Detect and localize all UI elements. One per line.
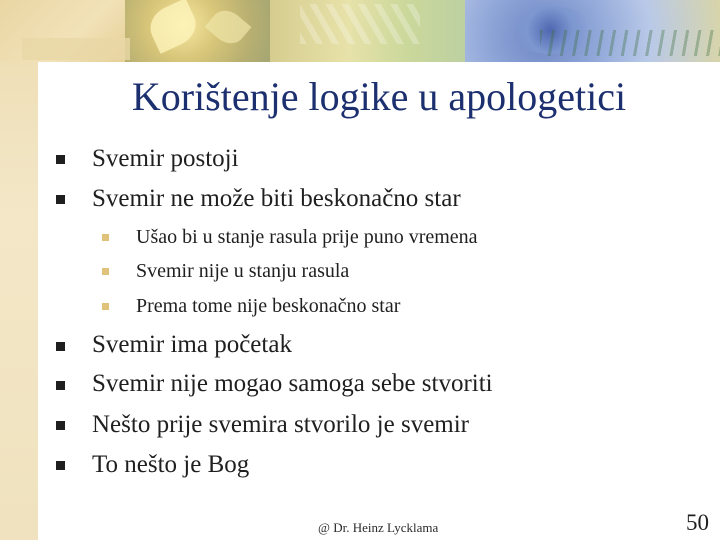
sub-list-item: Prema tome nije beskonačno star (136, 295, 401, 317)
fan-decoration (300, 4, 420, 44)
banner-panel-2 (125, 0, 270, 62)
slide-title: Korištenje logike u apologetici (131, 74, 627, 119)
list-item: Svemir ne može biti beskonačno star (92, 185, 461, 212)
list-item: To nešto je Bog (92, 451, 250, 478)
square-bullet-icon (56, 421, 65, 430)
left-border-decoration (0, 0, 38, 540)
list-item: Svemir ima početak (92, 331, 292, 358)
grass-decoration (540, 30, 720, 56)
list-item: Svemir postoji (92, 145, 239, 172)
square-bullet-icon (56, 155, 65, 164)
square-bullet-icon (56, 461, 65, 470)
list-item: Svemir nije mogao samoga sebe stvoriti (92, 370, 493, 397)
square-bullet-icon (56, 381, 65, 390)
square-bullet-icon (56, 195, 65, 204)
sub-list-item: Svemir nije u stanju rasula (136, 260, 350, 282)
square-bullet-icon (56, 342, 65, 351)
accent-stripe (22, 38, 130, 60)
square-sub-bullet-icon (102, 268, 109, 275)
list-item: Nešto prije svemira stvorilo je svemir (92, 411, 470, 438)
square-sub-bullet-icon (102, 234, 109, 241)
sub-list-item: Ušao bi u stanje rasula prije puno vremena (136, 226, 478, 248)
square-sub-bullet-icon (102, 303, 109, 310)
page-number: 50 (686, 510, 709, 535)
footer-author: @ Dr. Heinz Lycklama (318, 520, 439, 535)
